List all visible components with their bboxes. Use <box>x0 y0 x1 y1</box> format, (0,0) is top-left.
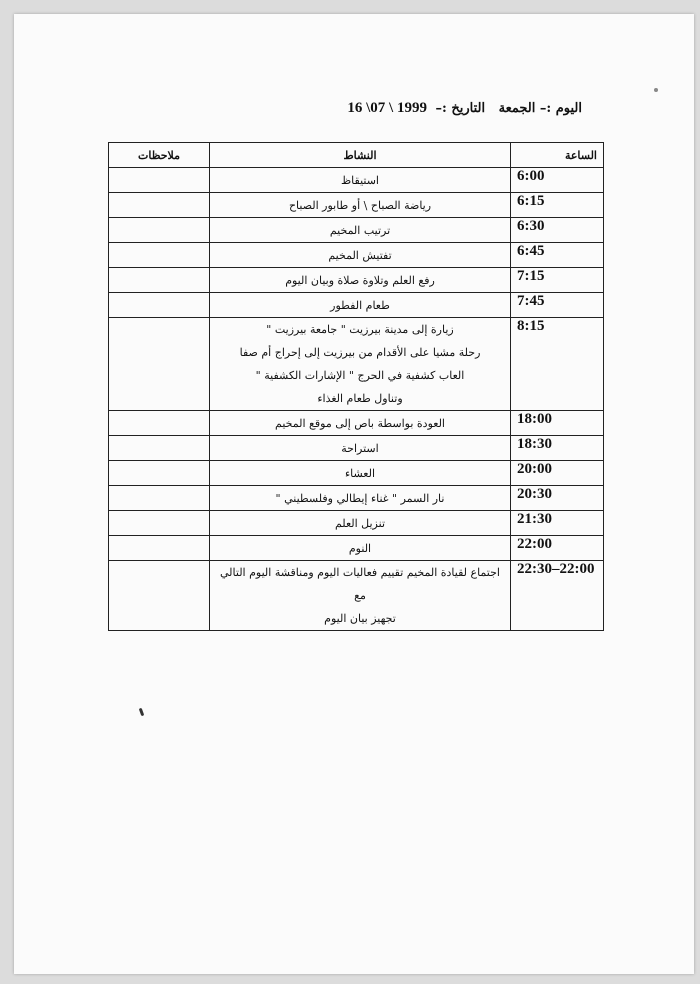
activity-line: العشاء <box>344 466 376 480</box>
notes-cell <box>109 561 210 631</box>
table-row <box>109 268 604 293</box>
notes-cell <box>109 218 210 243</box>
schedule-table <box>108 142 604 631</box>
activity-line: ترتيب المخيم <box>329 223 391 237</box>
activity-cell <box>210 168 511 193</box>
time-cell: 7:15 <box>511 268 604 293</box>
notes-cell <box>109 411 210 436</box>
time-cell: 6:15 <box>511 193 604 218</box>
activity-line: تنزيل العلم <box>334 516 385 530</box>
column-header-notes: ملاحظات <box>109 143 210 168</box>
table-header-row <box>109 143 604 168</box>
activity-line: نار السمر " غناء إيطالي وفلسطيني " <box>275 491 445 505</box>
activity-line: استراحة <box>341 441 379 455</box>
activity-cell <box>210 243 511 268</box>
date-label: التاريخ :– <box>435 101 486 116</box>
activity-line: استيقاظ <box>340 173 379 187</box>
activity-line: رفع العلم وتلاوة صلاة وبيان اليوم <box>285 273 435 287</box>
notes-cell <box>109 461 210 486</box>
notes-cell <box>109 193 210 218</box>
activity-cell <box>210 411 511 436</box>
table-row <box>109 318 604 411</box>
notes-cell <box>109 268 210 293</box>
paper-speck <box>654 88 658 92</box>
activity-line: رياضة الصباح \ أو طابور الصباح <box>288 198 432 212</box>
notes-cell <box>109 436 210 461</box>
day-label: اليوم :– الجمعة <box>498 101 582 116</box>
activity-line: طعام الفطور <box>330 298 390 312</box>
time-cell: 6:45 <box>511 243 604 268</box>
activity-line: زيارة إلى مدينة بيرزيت " جامعة بيرزيت " <box>266 323 454 336</box>
time-cell: 7:45 <box>511 293 604 318</box>
notes-cell <box>109 318 210 411</box>
activity-line: تفتيش المخيم <box>328 248 392 262</box>
activity-cell <box>210 293 511 318</box>
activity-cell <box>210 318 511 411</box>
notes-cell <box>109 486 210 511</box>
time-cell: 18:00 <box>511 411 604 436</box>
table-row <box>109 486 604 511</box>
activity-line: اجتماع لقيادة المخيم تقييم فعاليات اليوم ومناقشة اليوم التالي مع <box>220 566 500 602</box>
notes-cell <box>109 511 210 536</box>
activity-line: العاب كشفية في الحرج " الإشارات الكشفية " <box>255 369 465 382</box>
notes-cell <box>109 536 210 561</box>
column-header-activity: النشاط <box>210 143 511 168</box>
table-row <box>109 193 604 218</box>
activity-line: تجهيز بيان اليوم <box>324 612 396 625</box>
activity-line: رحلة مشيا على الأقدام من بيرزيت إلى إحراج أم صفا <box>239 346 481 359</box>
activity-cell <box>210 436 511 461</box>
activity-line: وتناول طعام الغذاء <box>317 392 403 405</box>
activity-cell <box>210 511 511 536</box>
time-cell: 6:30 <box>511 218 604 243</box>
activity-cell <box>210 561 511 631</box>
activity-cell <box>210 536 511 561</box>
activity-cell <box>210 193 511 218</box>
table-row <box>109 461 604 486</box>
activity-line: النوم <box>348 541 372 555</box>
table-row <box>109 168 604 193</box>
table-row <box>109 436 604 461</box>
table-row <box>109 536 604 561</box>
time-cell: 22:00 <box>511 536 604 561</box>
time-cell: 6:00 <box>511 168 604 193</box>
time-cell: 18:30 <box>511 436 604 461</box>
table-row <box>109 243 604 268</box>
activity-cell <box>210 218 511 243</box>
table-row <box>109 561 604 631</box>
page-header <box>347 100 582 117</box>
table-row <box>109 293 604 318</box>
activity-line: العودة بواسطة باص إلى موقع المخيم <box>275 416 445 430</box>
activity-cell <box>210 268 511 293</box>
column-header-time: الساعة <box>511 143 604 168</box>
document-page <box>14 14 694 974</box>
date-value: 1999 \ 07\ 16 <box>347 100 427 116</box>
notes-cell <box>109 168 210 193</box>
time-cell: 20:30 <box>511 486 604 511</box>
time-cell: 20:00 <box>511 461 604 486</box>
table-row <box>109 511 604 536</box>
activity-cell <box>210 461 511 486</box>
pen-mark <box>139 708 145 717</box>
activity-cell <box>210 486 511 511</box>
table-row <box>109 411 604 436</box>
notes-cell <box>109 293 210 318</box>
notes-cell <box>109 243 210 268</box>
time-cell: 21:30 <box>511 511 604 536</box>
time-cell: 22:30–22:00 <box>511 561 604 631</box>
time-cell: 8:15 <box>511 318 604 411</box>
table-row <box>109 218 604 243</box>
